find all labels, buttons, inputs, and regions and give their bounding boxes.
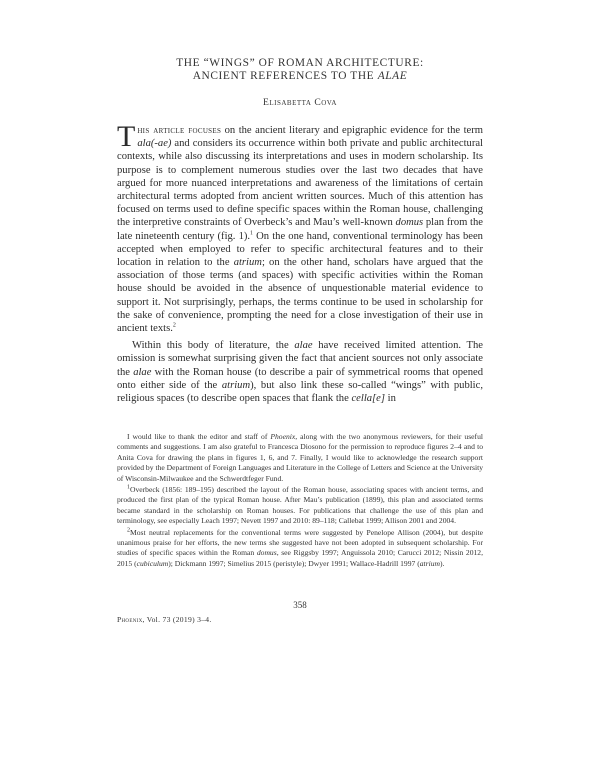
footnote-ref-1[interactable]: 1 xyxy=(250,230,254,237)
text-run: ). xyxy=(440,558,445,568)
paragraph-2 xyxy=(117,339,483,405)
text-run: , see Riggsby 1997; Anguissola 2010; Carucci 2012; Nissin 2012, 2015 ( xyxy=(117,548,483,568)
text-run: Overbeck (1856: 189–195) described the layout of the Roman house, associating spaces with ancient terms, and produced the first plan of the typical Roman house. After Mau’s publication (1899), this plan and associated terms became standard in the scholarship on Roman houses. For publications that challenge the use of this plan and terminology, see especially Leach 1997; Nevett 1997 and 2010: 89–118; Callebat 1999; Allison 2001 and 2004. xyxy=(117,485,483,526)
text-run: Most neutral replacements for the conventional terms were suggested by Penelope Allison (2004), but despite unanimous praise for her efforts, the new terms she suggested have not been adopted in subsequent scholarship. For studies of specific spaces within the Roman xyxy=(117,527,483,558)
title-alae: ALAE xyxy=(377,70,408,82)
title-line-2-text: ANCIENT REFERENCES TO THE xyxy=(192,70,378,82)
text-run: On the one hand, conventional terminology has been accepted when employed to refer to specific architectural features and to their location in relation to the xyxy=(117,230,483,269)
text-run: plan from the late nineteenth century (fig. 1). xyxy=(117,217,483,242)
journal-volume: , Vol. 73 (2019) 3–4. xyxy=(142,615,212,624)
journal-name: Phoenix xyxy=(117,615,143,624)
text-run: on the ancient literary and epigraphic evidence for the term xyxy=(221,125,483,136)
text-run: have received limited attention. The omission is somewhat surprising given the fact that ancient sources not only associate the xyxy=(117,340,483,378)
page-number: 358 xyxy=(293,600,307,610)
acknowledgement-note xyxy=(117,432,483,484)
term-atrium: atrium xyxy=(419,558,441,568)
text-run: and considers its occurrence within both private and public architectural contexts, while also discussing its interpretations and uses in modern scholarship. Its purpose is to complement numerous studies over the last two decades that have argued for more nuanced interpretations and awareness of the limitations of certain architectural terms adopted from ancient written sources. Much of this attention has focused on terms used to define specific spaces within the Roman house, challenging the interpretive constraints of Overbeck’s and Mau’s well-known xyxy=(117,138,483,229)
term-alae: alae xyxy=(294,340,313,352)
text-run: with the Roman house (to describe a pair of symmetrical rooms that opened onto either side of the xyxy=(117,366,484,391)
text-run: ); Dickmann 1997; Simelius 2015 (peristyle); Dwyer 1991; Wallace-Hadrill 1997 ( xyxy=(168,558,420,568)
footnotes xyxy=(117,432,483,570)
term-alae: alae xyxy=(133,366,152,378)
term-domus: domus xyxy=(256,548,277,558)
paragraph-1 xyxy=(117,120,483,335)
term-atrium: atrium xyxy=(221,379,251,391)
text-run: ; on the other hand, scholars have argued that the association of those terms (and spaces) with specific activities within the Roman house should be avoided in the absence of unquestionable material evidence to support it. Not surprisingly, perhaps, the terms continue to be used in scholarship for the sake of convenience, prompting the need for a close investigation of their use in ancient texts. xyxy=(117,257,483,335)
journal-citation xyxy=(117,615,212,624)
term-atrium: atrium xyxy=(233,257,262,269)
text-run: Within this body of literature, the xyxy=(132,340,295,352)
drop-cap: T xyxy=(117,120,136,153)
term-ala: ala(-ae) xyxy=(137,138,172,150)
footnote-number: 1 xyxy=(127,484,130,491)
journal-name-italic: Phoenix xyxy=(270,432,296,441)
term-domus: domus xyxy=(395,217,424,229)
lead-in: his article focuses xyxy=(137,125,222,136)
text-run: ), but also link these so-called “wings” with public, religious spaces (to describe open spaces that flank the xyxy=(117,379,483,405)
footnote-2 xyxy=(117,528,483,570)
term-cella: cella[e] xyxy=(351,393,386,405)
text-run: , along with the two anonymous reviewers, for their useful comments and suggestions. I am also grateful to Francesca Diosono for the permission to reproduce figures 2–4 and to Anita Cova for drawing the plans in figures 1, 6, and 7. Finally, I would like to acknowledge the research support provided by the Department of Foreign Languages and Literature in the College of Letters and Science at the University of Wisconsin-Milwaukee and the Schwerdtfeger Fund. xyxy=(117,432,483,483)
article-body xyxy=(117,120,484,405)
footnote-ref-2[interactable]: 2 xyxy=(172,322,176,329)
footnote-number: 2 xyxy=(127,527,130,534)
article-title-line-2 xyxy=(70,70,530,82)
text-run: in xyxy=(385,393,396,405)
article-title-line-1: THE “WINGS” OF ROMAN ARCHITECTURE: xyxy=(176,57,424,69)
author-name: Elisabetta Cova xyxy=(263,97,337,108)
text-run: I would like to thank the editor and staff of xyxy=(127,432,271,441)
footnote-1 xyxy=(117,485,483,527)
term-cubiculum: cubiculum xyxy=(136,558,169,568)
